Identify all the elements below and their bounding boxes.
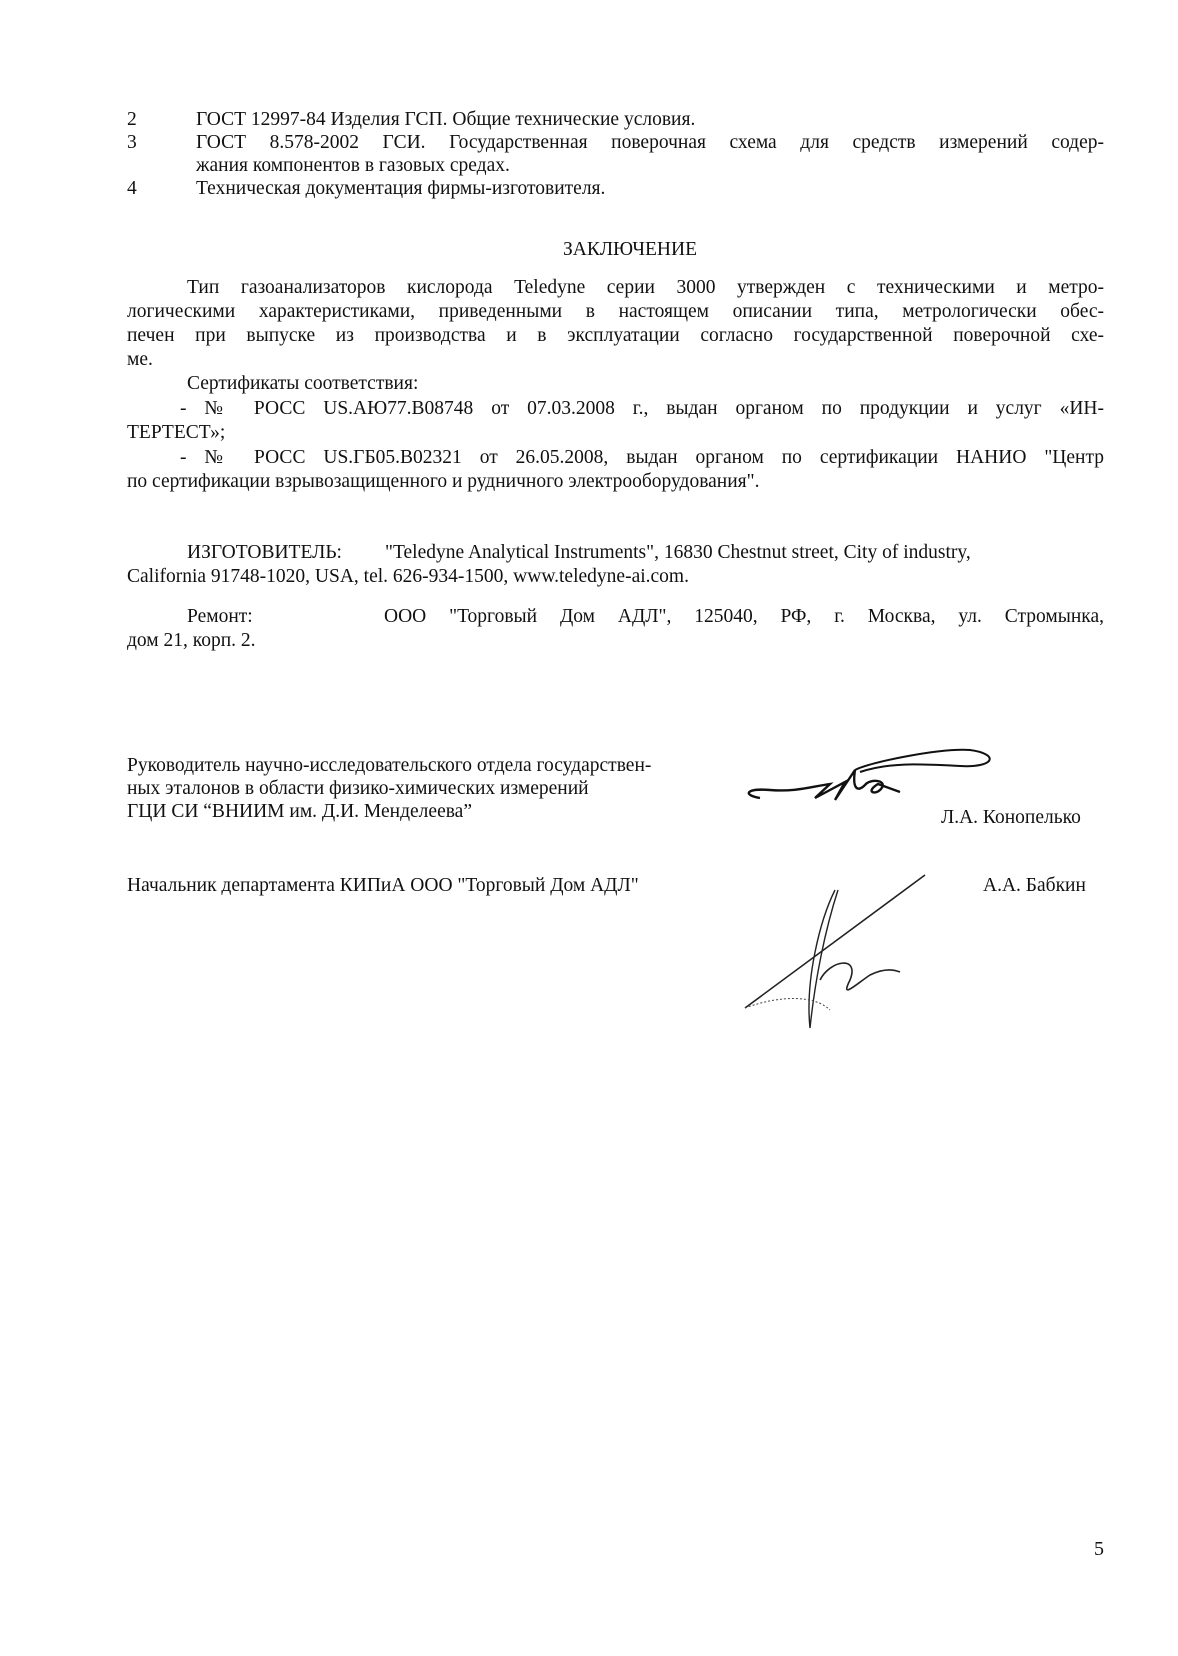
repair-label: Ремонт: <box>187 606 253 627</box>
signatory-name: Л.А. Конопелько <box>941 807 1081 828</box>
reference-number: 2 <box>127 109 137 130</box>
reference-number: 3 <box>127 132 137 153</box>
repair-line: ООО "Торговый Дом АДЛ", 125040, РФ, г. Москва, ул. Стромынка, <box>384 606 1104 627</box>
certificate-line: - № РОСС US.АЮ77.В08748 от 07.03.2008 г., выдан органом по продукции и услуг «ИН- <box>180 398 1104 419</box>
signature-icon <box>740 860 940 1030</box>
manufacturer-label: ИЗГОТОВИТЕЛЬ: <box>187 542 342 563</box>
paragraph-line: логическими характеристиками, приведенными в настоящем описании типа, метрологически обес- <box>127 301 1104 322</box>
paragraph-line: печен при выпуске из производства и в эксплуатации согласно государственной поверочной схе- <box>127 325 1104 346</box>
reference-text: ГОСТ 8.578-2002 ГСИ. Государственная поверочная схема для средств измерений содер- <box>196 132 1104 153</box>
manufacturer-line: "Teledyne Analytical Instruments", 16830 Chestnut street, City of industry, <box>385 542 971 563</box>
signatory-title: ных эталонов в области физико-химических измерений <box>127 778 589 799</box>
signatory-title: ГЦИ СИ “ВНИИМ им. Д.И. Менделеева” <box>127 801 472 822</box>
paragraph-line: Тип газоанализаторов кислорода Teledyne серии 3000 утвержден с техническими и метро- <box>187 277 1104 298</box>
certificate-line: по сертификации взрывозащищенного и рудничного электрооборудования". <box>127 471 760 492</box>
signatory-title: Начальник департамента КИПиА ООО "Торговый Дом АДЛ" <box>127 875 639 896</box>
section-heading <box>0 238 1178 261</box>
reference-text: ГОСТ 12997-84 Изделия ГСП. Общие технические условия. <box>196 109 696 130</box>
signatory-title: Руководитель научно-исследовательского отдела государствен- <box>127 755 652 776</box>
page-number: 5 <box>1094 1538 1104 1560</box>
repair-line: дом 21, корп. 2. <box>127 630 256 651</box>
reference-text: Техническая документация фирмы-изготовителя. <box>196 178 606 199</box>
manufacturer-line: California 91748-1020, USA, tel. 626-934-1500, www.teledyne-ai.com. <box>127 566 689 587</box>
reference-number: 4 <box>127 178 137 199</box>
certificate-line: - № РОСС US.ГБ05.В02321 от 26.05.2008, выдан органом по сертификации НАНИО "Центр <box>180 447 1104 468</box>
certificates-label: Сертификаты соответствия: <box>187 373 419 394</box>
reference-text-continued: жания компонентов в газовых средах. <box>196 155 510 176</box>
signatory-name: А.А. Бабкин <box>983 875 1086 896</box>
certificate-line: ТЕРТЕСТ»; <box>127 422 226 443</box>
signature-icon <box>740 740 1020 820</box>
paragraph-line: ме. <box>127 349 153 370</box>
conclusion-heading: ЗАКЛЮЧЕНИЕ <box>562 239 698 260</box>
